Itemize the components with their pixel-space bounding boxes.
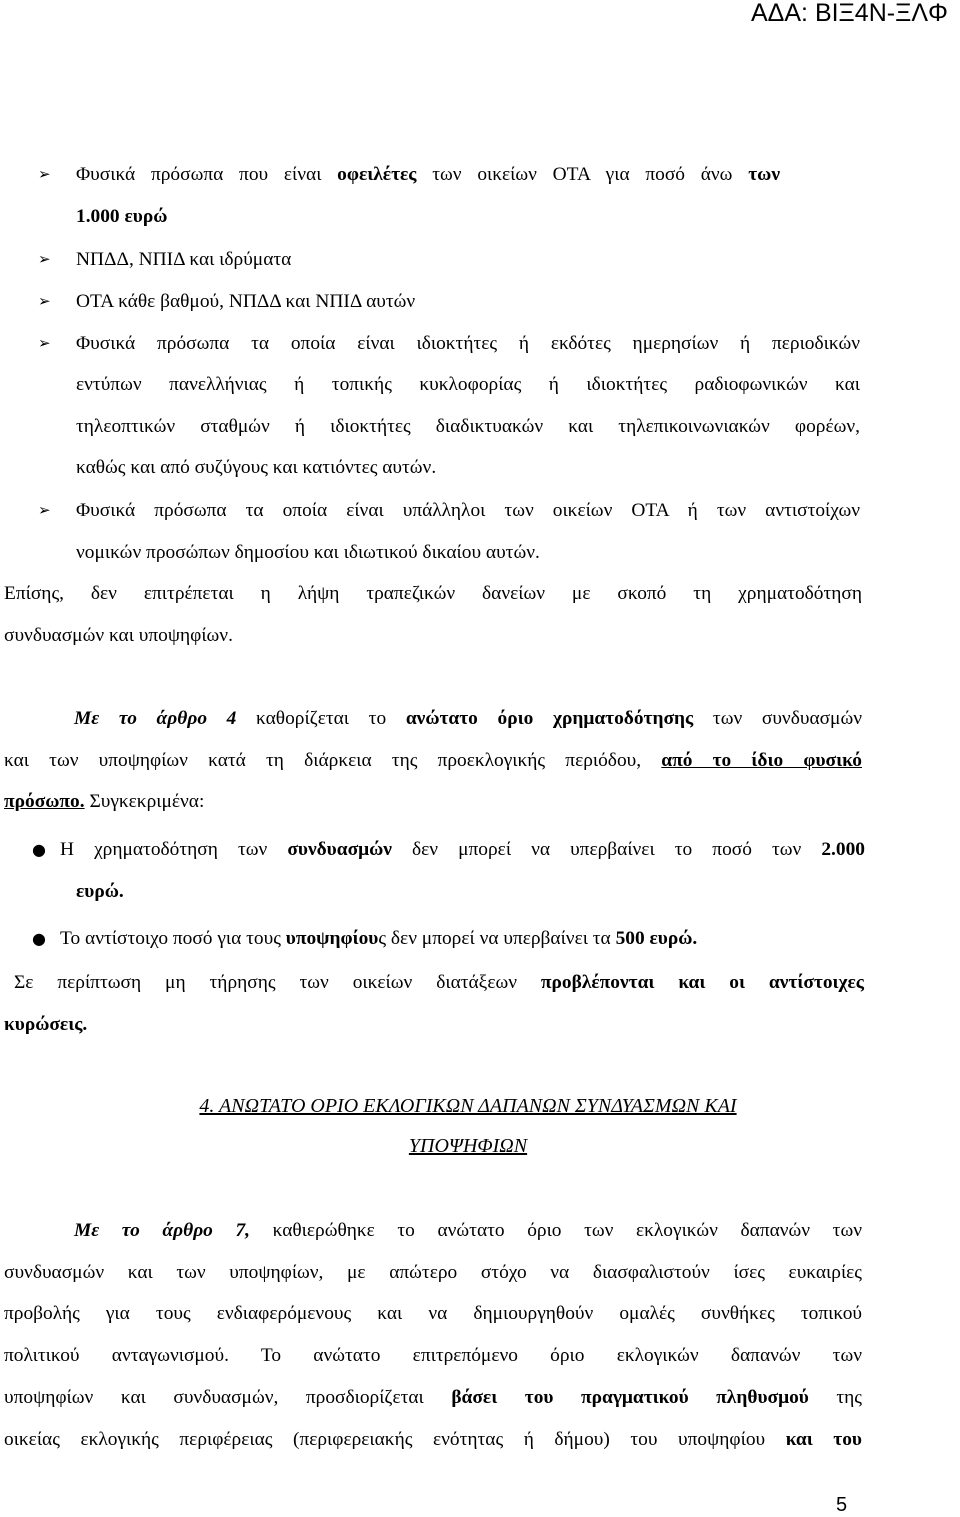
- limit-candidates: [60, 918, 865, 960]
- emphasis-1000-euro: 1.000 ευρώ: [76, 206, 168, 227]
- emphasis-max-limit: ανώτατο όριο χρηματοδότησης: [405, 708, 694, 729]
- article7-line3: προβολής για τους ενδιαφερόμενους και να δημιουργηθούν ομαλές συνθήκες τοπικού: [4, 1303, 862, 1324]
- emphasis-2000: 2.000: [821, 839, 865, 860]
- text-run: καθορίζεται το: [236, 708, 406, 729]
- article4-line3: [4, 781, 862, 823]
- sanctions-line1: [4, 962, 864, 1004]
- arrow-bullet-icon: ➢: [38, 250, 51, 268]
- article7-line5: [4, 1377, 862, 1419]
- arrow-bullet-icon: ➢: [38, 334, 51, 352]
- arrow-bullet-icon: ➢: [38, 501, 51, 519]
- bullet-media-line2: εντύπων πανελλήνιας ή τοπικής κυκλοφορίας ή ιδιοκτήτες ραδιοφωνικών και: [76, 374, 860, 395]
- dot-bullet-icon: ●: [32, 840, 46, 859]
- text-run: καθιερώθηκε το ανώτατο όριο των εκλογικών δαπανών των: [250, 1220, 862, 1241]
- text-run: των οικείων ΟΤΑ για ποσό άνω: [416, 164, 749, 185]
- bullet-ota: ΟΤΑ κάθε βαθμού, ΝΠΔΔ και ΝΠΙΔ αυτών: [76, 291, 416, 312]
- text-run: δεν μπορεί να υπερβαίνει τα: [386, 928, 616, 949]
- arrow-bullet-icon: ➢: [38, 292, 51, 310]
- text-run: Το αντίστοιχο ποσό για τους: [60, 928, 286, 949]
- emphasis-same-person: από το ίδιο φυσικό: [661, 750, 862, 771]
- bullet-npdd: ΝΠΔΔ, ΝΠΙΔ και ιδρύματα: [76, 249, 292, 270]
- article4-ref: Με το άρθρο 4: [74, 708, 237, 729]
- emphasis-person: πρόσωπο.: [4, 791, 85, 812]
- article7-ref: Με το άρθρο 7,: [74, 1220, 251, 1241]
- article7-line2: συνδυασμών και των υποψηφίων, με απώτερο στόχο να διασφαλιστούν ίσες ευκαιρίες: [4, 1262, 862, 1283]
- text-run: Σε περίπτωση μη τήρησης των οικείων διατάξεων: [14, 972, 541, 993]
- emphasis-combinations: συνδυασμών: [287, 839, 392, 860]
- text-run: και των υποψηφίων κατά τη διάρκεια της προεκλογικής περιόδου,: [4, 750, 662, 771]
- loans-line2: συνδυασμών και υποψηφίων.: [4, 625, 233, 646]
- bullet-employees-line2: νομικών προσώπων δημοσίου και ιδιωτικού δικαίου αυτών.: [76, 542, 540, 563]
- sanctions-line2: [4, 1004, 864, 1046]
- bullet-media-line1: Φυσικά πρόσωπα τα οποία είναι ιδιοκτήτες ή εκδότες ημερησίων ή περιοδικών: [76, 333, 860, 354]
- article7-line6: [4, 1419, 862, 1461]
- emphasis-sanctions-end: κυρώσεις.: [4, 1014, 88, 1035]
- text-run: Η χρηματοδότηση των: [60, 839, 288, 860]
- loans-line1: Επίσης, δεν επιτρέπεται η λήψη τραπεζικών δανείων με σκοπό τη χρηματοδότηση: [4, 583, 862, 604]
- text-run: δεν μπορεί να υπερβαίνει το ποσό των: [391, 839, 822, 860]
- article7-line1: [4, 1210, 862, 1252]
- limit-combinations-line1: [60, 829, 865, 871]
- section-heading-line2: ΥΠΟΨΗΦΙΩΝ: [408, 1135, 528, 1157]
- emphasis-euro: ευρώ.: [76, 881, 124, 902]
- emphasis-population: βάσει του πραγματικού πληθυσμού: [451, 1387, 809, 1408]
- article4-line2: [4, 740, 862, 782]
- bullet-employees-line1: Φυσικά πρόσωπα τα οποία είναι υπάλληλοι των οικείων ΟΤΑ ή των αντιστοίχων: [76, 500, 860, 521]
- bullet-debtors-line2: [76, 196, 376, 238]
- bullet-debtors-line1: [76, 154, 780, 196]
- emphasis-candidate: υποψηφίου: [285, 928, 379, 949]
- text-run: Φυσικά πρόσωπα που είναι: [76, 164, 338, 185]
- text-run: οικείας εκλογικής περιφέρειας (περιφερειακής ενότητας ή δήμου) του υποψηφίου: [4, 1429, 786, 1450]
- bullet-media-line4: καθώς και από συζύγους και κατιόντες αυτών.: [76, 457, 437, 478]
- page-number: 5: [836, 1494, 848, 1516]
- emphasis-debtors: οφειλέτες: [337, 164, 417, 185]
- emphasis-500-euro: 500 ευρώ.: [615, 928, 698, 949]
- limit-combinations-line2: [76, 871, 376, 913]
- section-heading-line1: 4. ΑΝΩΤΑΤΟ ΟΡΙΟ ΕΚΛΟΓΙΚΩΝ ΔΑΠΑΝΩΝ ΣΥΝΔΥΑΣΜΩΝ ΚΑΙ: [199, 1095, 737, 1117]
- text-run: της: [808, 1387, 862, 1408]
- arrow-bullet-icon: ➢: [38, 165, 51, 183]
- text-run: Συγκεκριμένα:: [84, 791, 205, 812]
- article7-line4: πολιτικού ανταγωνισμού. Το ανώτατο επιτρεπόμενο όριο εκλογικών δαπανών των: [4, 1345, 862, 1366]
- emphasis-ton: των: [748, 164, 780, 185]
- bullet-media-line3: τηλεοπτικών σταθμών ή ιδιοκτήτες διαδικτυακών και τηλεπικοινωνιακών φορέων,: [76, 416, 860, 437]
- text-run: των συνδυασμών: [693, 708, 862, 729]
- article4-line1: [4, 698, 862, 740]
- ada-code: ΑΔΑ: ΒΙΞ4Ν-ΞΛΦ: [751, 0, 948, 27]
- dot-bullet-icon: ●: [32, 929, 46, 948]
- emphasis-kai-tou: και του: [785, 1429, 862, 1450]
- text-run: ς: [378, 928, 387, 949]
- text-run: υποψηφίων και συνδυασμών, προσδιορίζεται: [4, 1387, 452, 1408]
- emphasis-sanctions: προβλέπονται και οι αντίστοιχες: [540, 972, 864, 993]
